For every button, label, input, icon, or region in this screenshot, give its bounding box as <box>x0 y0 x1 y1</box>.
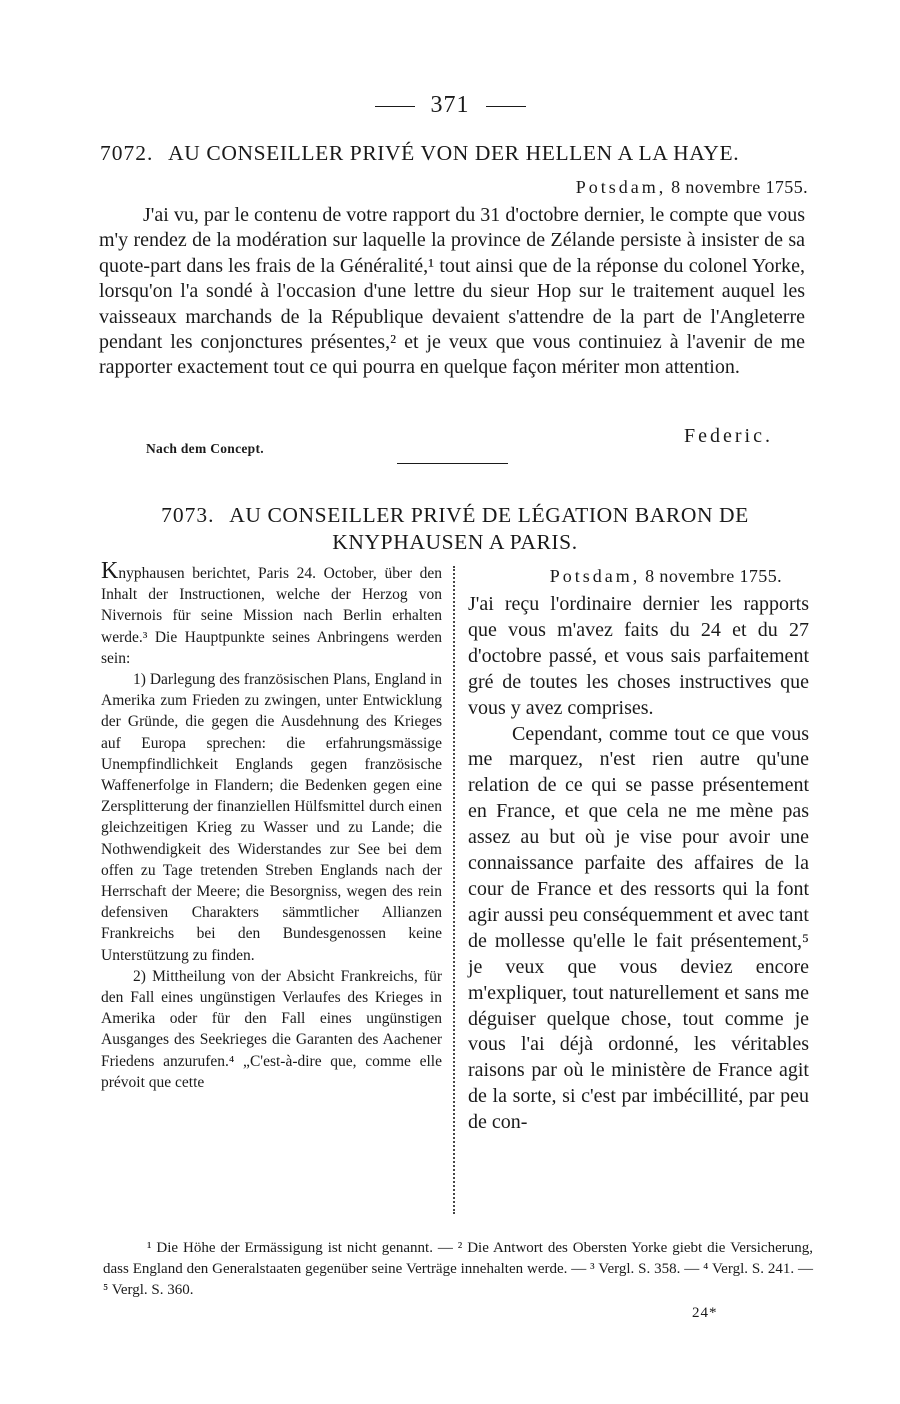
letter-7073-body <box>468 592 809 1136</box>
footnotes-text: ¹ Die Höhe der Ermässigung ist nicht genannt. — ² Die Antwort des Obersten Yorke giebt die Versicherung, dass England den Generalstaaten gegenüber seine Verträge innehalten werde. — ³ Vergl. S. 358. — ⁴ Vergl. S. 241. — ⁵ Vergl. S. 360. <box>103 1240 813 1298</box>
letter-7072-heading <box>100 140 810 167</box>
letter-7072-signature: Federic. <box>684 425 773 447</box>
summary-intro <box>101 558 442 669</box>
signature-mark: 24* <box>692 1305 718 1321</box>
letter-7072-paragraph: J'ai vu, par le contenu de votre rapport du 31 d'octobre dernier, le compte que vous m'y rendez de la modération sur laquelle la province de Zélande persiste à insister de sa quote-part dans les frais de la Généralité,¹ tout ainsi que de la réponse du colonel Yorke, lorsqu'on l'a sondé à l'occasion d'une lettre du sieur Hop sur le traitement auquel les vaisseaux marchands de la République devaient s'attendre de la part de l'Angleterre pendant les conjonctures présentes,² et je veux que vous continuiez à l'avenir de me rapporter exactement tout ce qui pourra en quelque façon mériter mon attention. <box>99 204 805 379</box>
letter-7072-date: 8 novembre 1755. <box>671 177 808 197</box>
letter-7073-summary <box>101 558 442 1093</box>
letter-7072-title: AU CONSEILLER PRIVÉ VON DER HELLEN A LA HAYE. <box>168 141 740 165</box>
page-number-text: 371 <box>430 92 470 118</box>
letter-7072-place: Potsdam, <box>575 177 667 197</box>
page-number <box>0 92 900 119</box>
header-rule-left <box>375 106 415 107</box>
letter-7073-heading <box>120 502 790 556</box>
letter-7072-body <box>99 203 805 381</box>
letter-7073-date: 8 novembre 1755. <box>645 566 782 586</box>
letter-7073-paragraph-2: Cependant, comme tout ce que vous me marquez, n'est rien autre qu'une relation de ce qui se passe présentement en France, et que cela ne me mène pas assez au but où je vise pour avoir une connaissance parfaite des affaires de la cour de France et des ressorts qui la font agir aussi peu conséquemment et avec tant de mollesse qu'elle le fait présentement,⁵ je veux que vous deviez encore m'expliquer, tout naturellement et sans me déguiser quelque chose, tout comme je vous l'ai déjà ordonné, les véritables raisons par où le ministère de France agit de la sorte, si c'est par imbécillité, par peu de con- <box>468 722 809 1134</box>
letter-7072-dateline <box>576 177 808 198</box>
summary-intro-text: nyphausen berichtet, Paris 24. October, über den Inhalt der Instructionen, welche der Herzog von Nivernois für seine Mission nach Berlin erhalten werde.³ Die Hauptpunkte seines Anbringens werden sein: <box>101 565 442 667</box>
section-divider <box>397 463 508 464</box>
summary-initial: K <box>101 558 119 584</box>
letter-7072-number: 7072. <box>100 141 154 165</box>
footnotes <box>103 1238 813 1301</box>
summary-item-2: 2) Mittheilung von der Absicht Frankreichs, für den Fall eines ungünstigen Verlaufes des Krieges in Amerika oder für den Fall eines ungünstigen Ausganges des Seekrieges die Garanten des Aachener Friedens anzurufen.⁴ „C'est-à-dire que, comme elle prévoit que cette <box>101 967 442 1091</box>
column-divider <box>453 566 455 1214</box>
letter-7073-number: 7073. <box>161 503 215 527</box>
letter-7073-paragraph-1: J'ai reçu l'ordinaire dernier les rapports que vous m'avez faits du 24 et du 27 d'octobre passé, et vous sais parfaitement gré de toutes les choses instructives que vous y avez comprises. <box>468 593 809 719</box>
header-rule-right <box>486 106 526 107</box>
letter-7073-place: Potsdam, <box>549 566 641 586</box>
letter-7073-dateline <box>550 566 782 587</box>
letter-7073-title: AU CONSEILLER PRIVÉ DE LÉGATION BARON DE KNYPHAUSEN A PARIS. <box>229 503 749 554</box>
letter-7072-source: Nach dem Concept. <box>146 441 264 456</box>
summary-item-1: 1) Darlegung des französischen Plans, England in Amerika zum Frieden zu zwingen, unter Entwicklung der Gründe, die gegen die Ausdehnung des Krieges auf Europa sprechen: die erfahrungsmässige Unempfindlichkeit Englands gegen französische Waffenerfolge in Flandern; die Bedenken gegen eine Zersplitterung der finanziellen Hülfsmittel durch einen gleichzeitigen Krieg zu Wasser und zu Lande; die Nothwendigkeit des Widerstandes zur See bei dem offen zu Tage tretenden Streben Englands nach der Herrschaft der Meere; die Besorgniss, wegen des rein defensiven Charakters sämmtlicher Allianzen Frankreichs bei den Bundesgenossen keine Unterstützung zu finden. <box>101 671 442 964</box>
